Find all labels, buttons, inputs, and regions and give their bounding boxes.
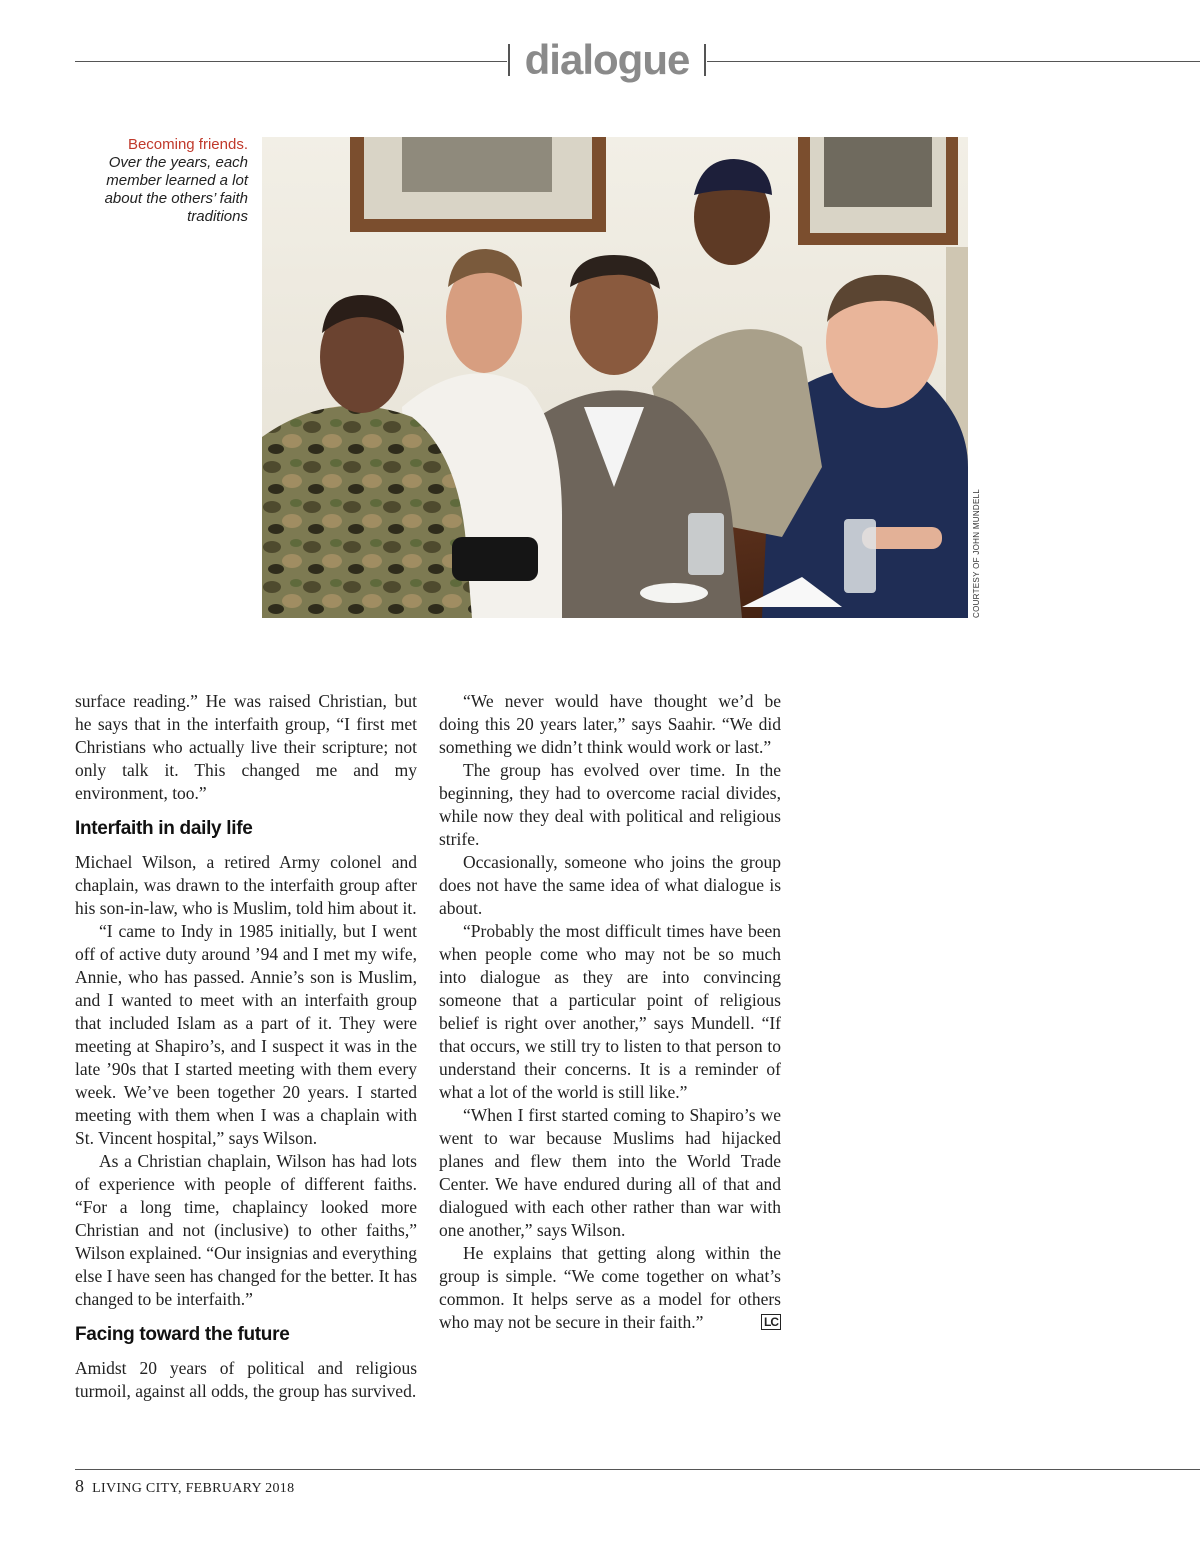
paragraph: Occasionally, someone who joins the group does not have the same idea of what dialogue is about. — [439, 852, 781, 918]
paragraph: “I came to Indy in 1985 initially, but I went off of active duty around ’94 and I met my wife, Annie, who has passed. Annie’s son is Muslim, and I wanted to meet with an interfaith group that included Islam as a part of it. They were meeting at Shapiro’s, and I suspect it was in the late ’90s that I started meeting with them every week. We’ve been together 20 years. I started meeting with them when I was a chaplain with St. Vincent hospital,” says Wilson. — [75, 921, 417, 1148]
paragraph: “When I first started coming to Shapiro’s we went to war because Muslims had hijacked planes and flew them into the World Trade Center. We have endured during all of that and dialogued with each other rather than war with one another,” says Wilson. — [439, 1105, 781, 1240]
footer-rule — [75, 1469, 1200, 1470]
page-footer — [75, 1476, 294, 1497]
photo-credit: COURTESY OF JOHN MUNDELL — [972, 488, 981, 618]
paragraph: As a Christian chaplain, Wilson has had lots of experience with people of different faiths. “For a long time, chaplaincy looked more Christian and not (inclusive) to other faiths,” Wilson explained. “Our insignias and everything else I have seen has changed for the better. It has changed to be interfaith.” — [75, 1151, 417, 1309]
paragraph: “We never would have thought we’d be doing this 20 years later,” says Saahir. “We did something we didn’t think would work or last.” — [439, 691, 781, 757]
caption-body: Over the years, each member learned a lot about the others’ faith traditions — [104, 154, 248, 225]
page-number: 8 — [75, 1476, 85, 1496]
article-column-right — [439, 690, 781, 1334]
section-title: dialogue — [524, 36, 690, 83]
header-rule-right — [707, 61, 1200, 62]
paragraph-final-text: He explains that getting along within the group is simple. “We come together on what’s common. It helps serve as a model for others who may not be secure in their faith.” — [439, 1243, 781, 1332]
paragraph: The group has evolved over time. In the beginning, they had to overcome racial divides, while now they deal with political and religious strife. — [439, 760, 781, 849]
subheading-interfaith-daily-life: Interfaith in daily life — [75, 818, 253, 839]
end-mark-logo: LC — [761, 1314, 781, 1330]
paragraph: “Probably the most difficult times have been when people come who may not be so much into dialogue as they are into convincing someone that a particular point of religious belief is right over another,” says Mundell. “If that occurs, we still try to listen to that person to understand their concerns. It is a reminder of what a lot of the world is still like.” — [439, 921, 781, 1102]
paragraph-final — [439, 1242, 781, 1334]
header-rule-left — [75, 61, 507, 62]
header-tick-left — [508, 44, 510, 76]
caption-lead: Becoming friends. — [127, 136, 248, 153]
photo-caption — [75, 136, 248, 226]
publication-line: LIVING CITY, FEBRUARY 2018 — [92, 1481, 295, 1496]
paragraph: Michael Wilson, a retired Army colonel and chaplain, was drawn to the interfaith group after his son-in-law, who is Muslim, told him about it. — [75, 852, 417, 918]
header-tick-right — [704, 44, 706, 76]
subheading-facing-future: Facing toward the future — [75, 1324, 290, 1345]
article-column-left — [75, 690, 417, 1403]
paragraph: Amidst 20 years of political and religious turmoil, against all odds, the group has survived. — [75, 1358, 417, 1401]
group-photo — [262, 137, 968, 618]
paragraph: surface reading.” He was raised Christian, but he says that in the interfaith group, “I first met Christians who actually live their scripture; not only talk it. This changed me and my environment, too.” — [75, 691, 417, 803]
